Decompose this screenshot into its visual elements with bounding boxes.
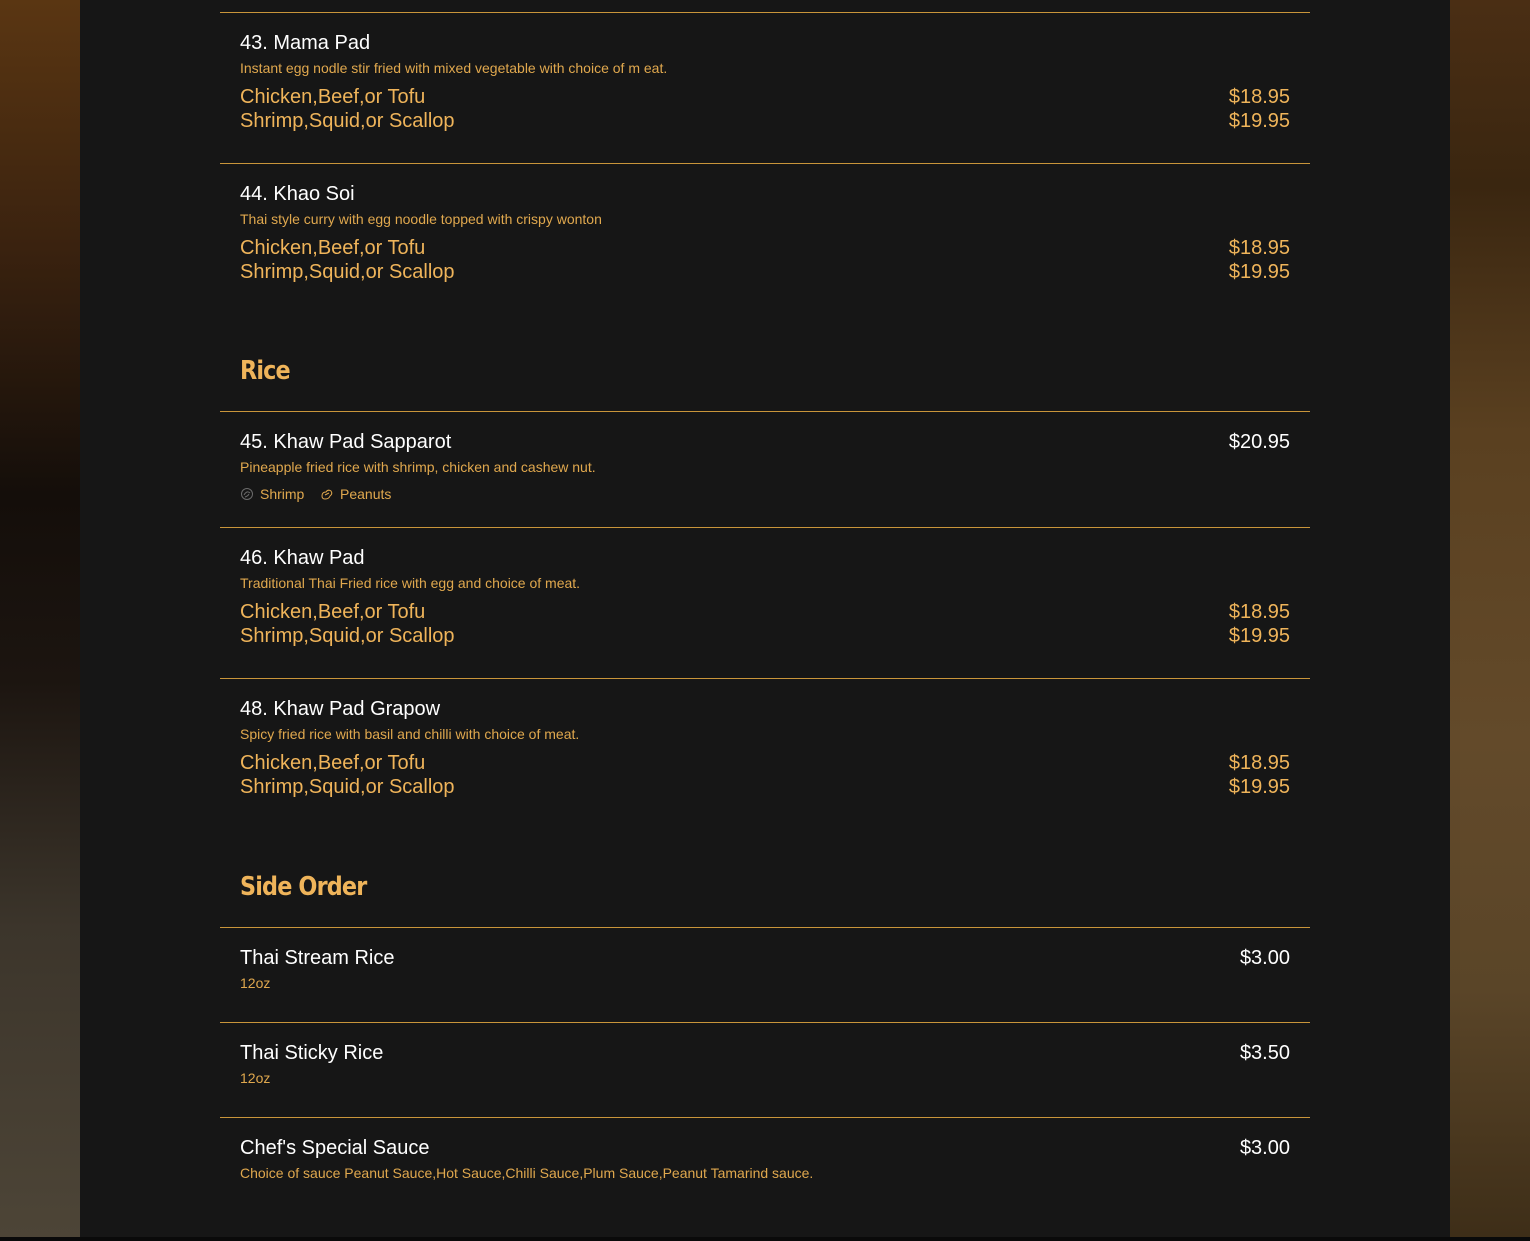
divider [220, 411, 1310, 412]
item-description: Instant egg nodle stir fried with mixed vegetable with choice of m eat. [240, 60, 668, 76]
item-description: 12oz [240, 975, 271, 991]
variant-price: $18.95 [1228, 237, 1290, 259]
variant-label: Shrimp,Squid,or Scallop [240, 625, 455, 647]
item-description: Thai style curry with egg noodle topped with crispy wonton [240, 211, 602, 227]
divider [220, 678, 1310, 679]
divider [220, 1022, 1310, 1023]
item-name: 43. Mama Pad [240, 32, 371, 54]
item-name: 45. Khaw Pad Sapparot [240, 431, 452, 453]
bottom-edge [0, 1237, 1530, 1241]
section-title-side-order: Side Order [240, 872, 367, 902]
variant-label: Chicken,Beef,or Tofu [240, 601, 426, 623]
left-background [0, 0, 80, 1237]
item-name: 48. Khaw Pad Grapow [240, 698, 441, 720]
divider [220, 163, 1310, 164]
item-price: $3.00 [1239, 1137, 1290, 1159]
variant-label: Chicken,Beef,or Tofu [240, 237, 426, 259]
tag-label: Peanuts [340, 486, 392, 502]
variant-price: $19.95 [1228, 776, 1290, 798]
item-price: $20.95 [1228, 431, 1290, 453]
right-background [1450, 0, 1530, 1237]
item-name: 44. Khao Soi [240, 183, 355, 205]
item-price: $3.50 [1239, 1042, 1290, 1064]
item-description: Pineapple fried rice with shrimp, chicken and cashew nut. [240, 459, 596, 475]
item-description: 12oz [240, 1070, 271, 1086]
shrimp-icon [240, 487, 254, 501]
dietary-tag-shrimp [240, 485, 304, 503]
item-description: Choice of sauce Peanut Sauce,Hot Sauce,Chilli Sauce,Plum Sauce,Peanut Tamarind sauce. [240, 1165, 814, 1181]
item-name: 46. Khaw Pad [240, 547, 365, 569]
item-price: $3.00 [1239, 947, 1290, 969]
section-title-rice: Rice [240, 356, 290, 386]
divider [220, 927, 1310, 928]
item-name: Thai Sticky Rice [240, 1042, 384, 1064]
divider [220, 1117, 1310, 1118]
variant-label: Chicken,Beef,or Tofu [240, 86, 426, 108]
variant-label: Chicken,Beef,or Tofu [240, 752, 426, 774]
peanut-icon [320, 487, 334, 501]
variant-price: $19.95 [1228, 625, 1290, 647]
variant-price: $19.95 [1228, 261, 1290, 283]
variant-label: Shrimp,Squid,or Scallop [240, 261, 455, 283]
variant-label: Shrimp,Squid,or Scallop [240, 776, 455, 798]
item-name: Chef's Special Sauce [240, 1137, 430, 1159]
dietary-tag-peanuts [320, 485, 391, 503]
divider [220, 527, 1310, 528]
divider [220, 12, 1310, 13]
variant-price: $18.95 [1228, 86, 1290, 108]
variant-price: $19.95 [1228, 110, 1290, 132]
tag-label: Shrimp [260, 486, 305, 502]
variant-price: $18.95 [1228, 601, 1290, 623]
item-description: Spicy fried rice with basil and chilli with choice of meat. [240, 726, 580, 742]
item-description: Traditional Thai Fried rice with egg and choice of meat. [240, 575, 581, 591]
item-name: Thai Stream Rice [240, 947, 395, 969]
variant-label: Shrimp,Squid,or Scallop [240, 110, 455, 132]
variant-price: $18.95 [1228, 752, 1290, 774]
